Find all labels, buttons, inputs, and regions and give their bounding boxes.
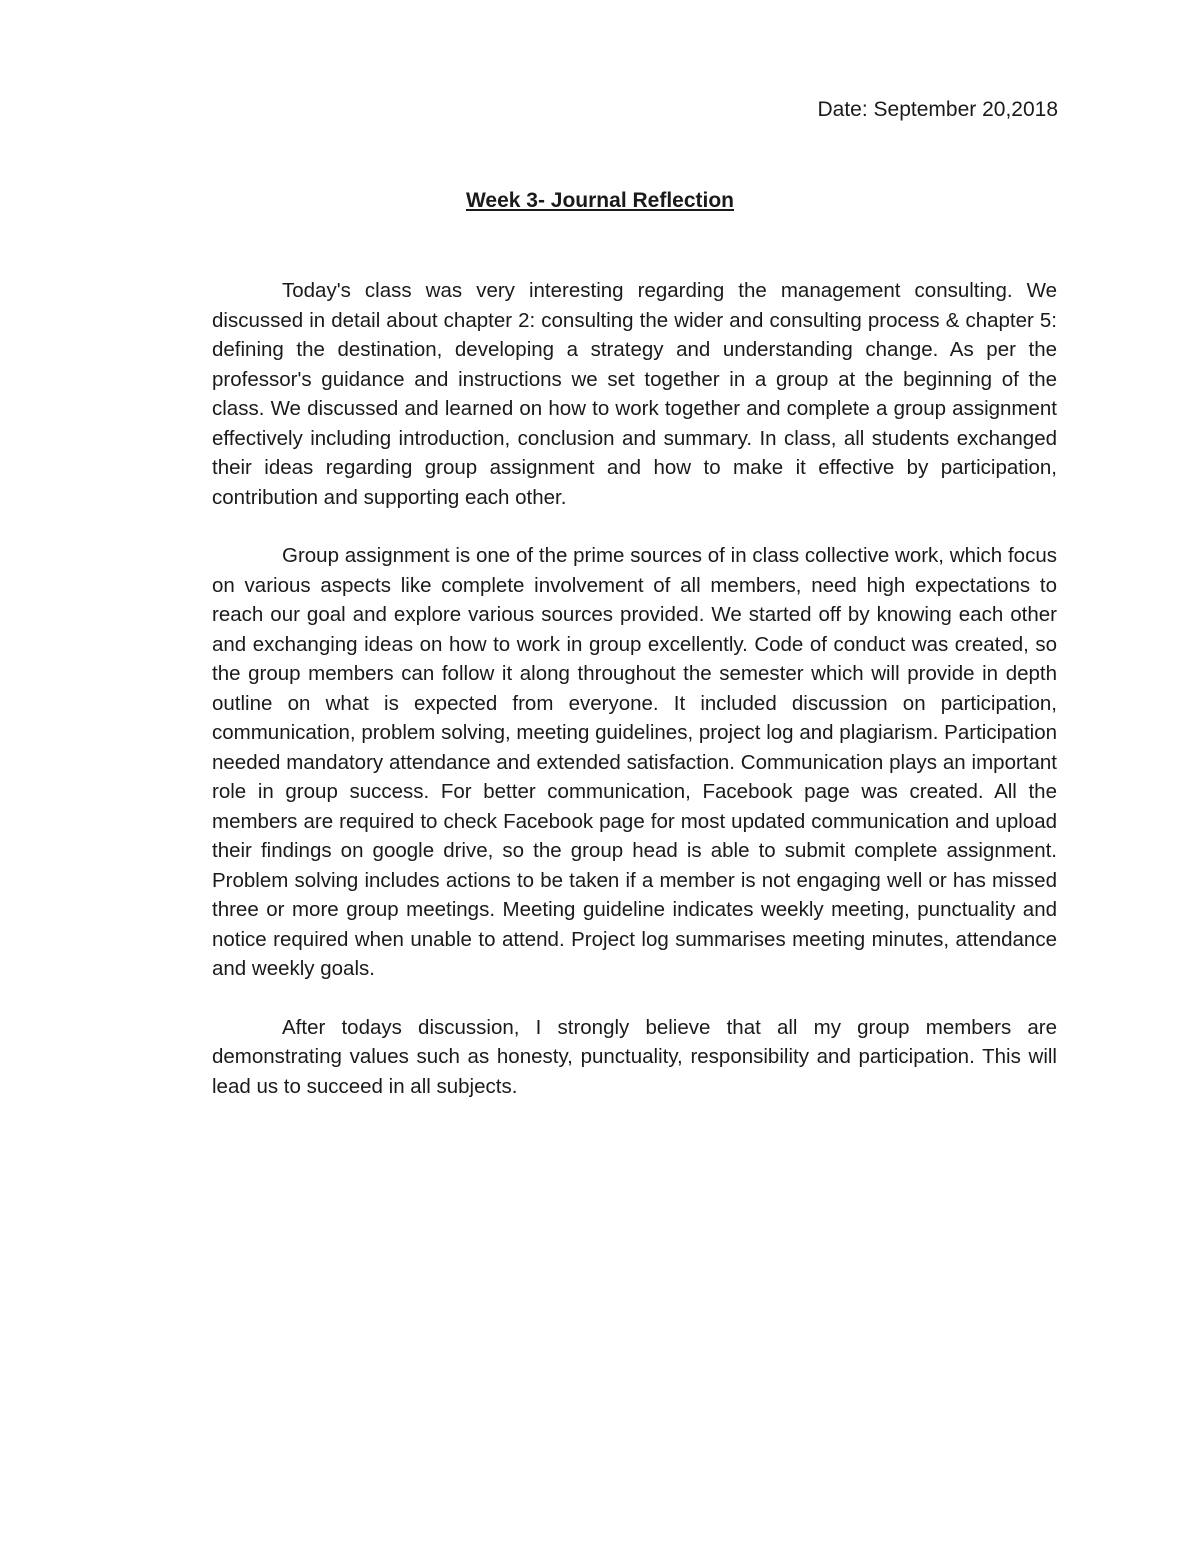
paragraph-conclusion: After todays discussion, I strongly believe that all my group members are demonstrating values such as honesty, punctuality, responsibility and participation. This will lead us to succeed in all subjects.: [212, 1015, 1057, 1098]
paragraph-group-assignment: Group assignment is one of the prime sources of in class collective work, which focus on various aspects like complete involvement of all members, need high expectations to reach our goal and explore various sources provided. We started off by knowing each other and exchanging ideas on how to work in group excellently. Code of conduct was created, so the group members can follow it along throughout the semester which will provide in depth outline on what is expected from everyone. It included discussion on participation, communication, problem solving, meeting guidelines, project log and plagiarism. Participation needed mandatory attendance and extended satisfaction. Communication plays an important role in group success. For better communication, Facebook page was created. All the members are required to check Facebook page for most updated communication and upload their findings on google drive, so the group head is able to submit complete assignment. Problem solving includes actions to be taken if a member is not engaging well or has missed three or more group meetings. Meeting guideline indicates weekly meeting, punctuality and notice required when unable to attend. Project log summarises meeting minutes, attendance and weekly goals.: [212, 544, 1057, 980]
document-body: [212, 276, 1057, 1130]
document-title: Week 3- Journal Reflection: [465, 189, 735, 212]
document-date: Date: September 20,2018: [817, 98, 1058, 121]
paragraph-class-summary: Today's class was very interesting regarding the management consulting. We discussed in detail about chapter 2: consulting the wider and consulting process & chapter 5: defining the destination, developing a strategy and understanding change. As per the professor's guidance and instructions we set together in a group at the beginning of the class. We discussed and learned on how to work together and complete a group assignment effectively including introduction, conclusion and summary. In class, all students exchanged their ideas regarding group assignment and how to make it effective by participation, contribution and supporting each other.: [212, 279, 1057, 509]
